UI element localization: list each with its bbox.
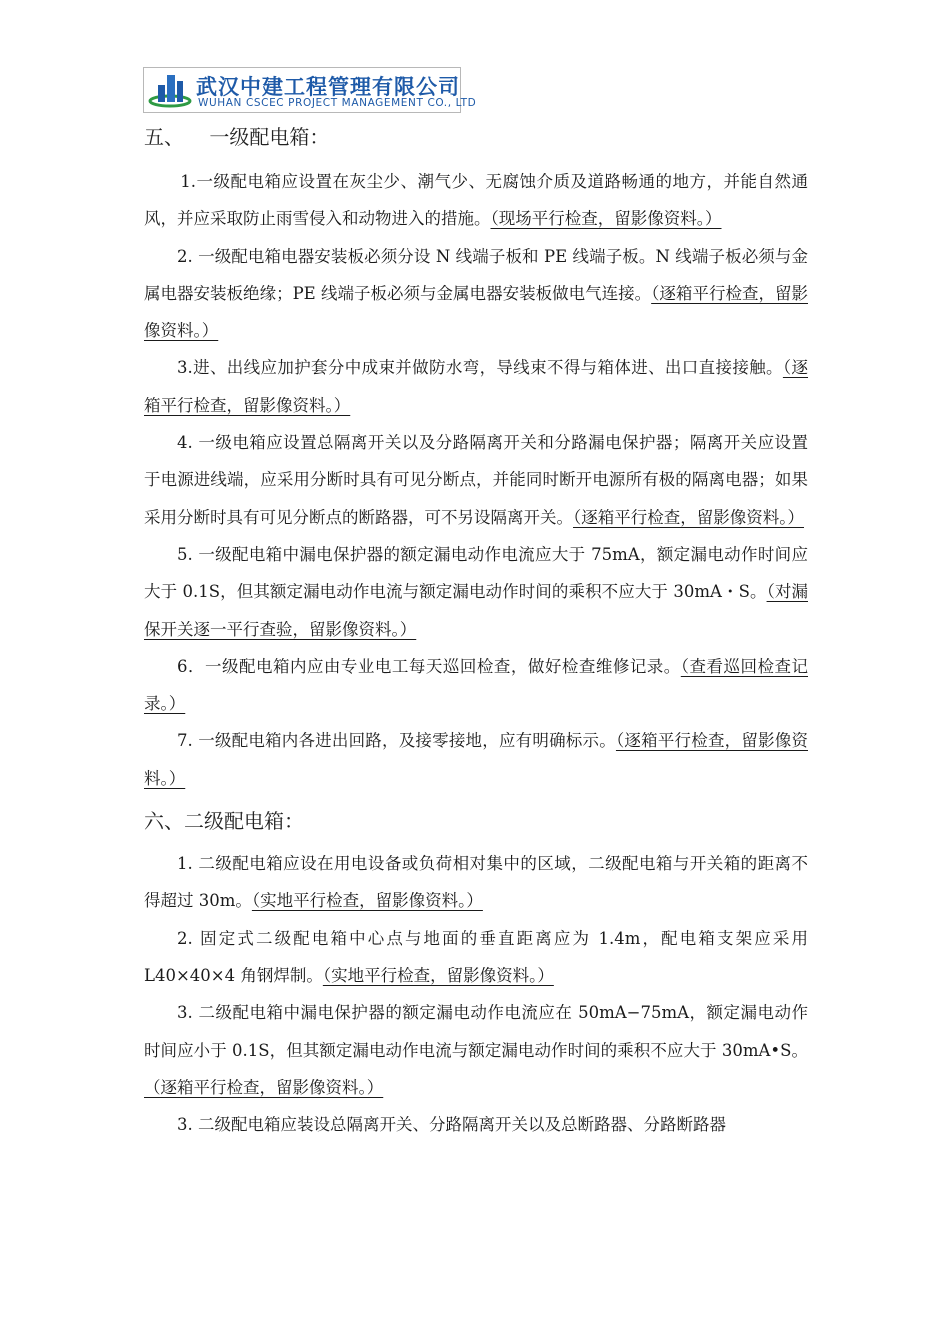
- section-heading-level1-box: 五、 一级配电箱：: [144, 125, 330, 149]
- clause-5-1: [144, 163, 808, 238]
- clause-5-5: [144, 536, 808, 648]
- clause-5-7: [144, 722, 808, 797]
- clause-5-2: [144, 238, 808, 350]
- clause-check-note: （现场平行检查，留影像资料。）: [490, 209, 722, 229]
- clause-check-note: （逐箱平行检查，留影像资料。）: [573, 507, 804, 527]
- clause-text: 1.一级配电箱应设置在灰尘少、潮气少、无腐蚀介质及道路畅通的地方，并能自然通风，并应采取防止雨雪侵入和动物进入的措施。: [144, 172, 808, 229]
- company-name-cn: 武汉中建工程管理有限公司: [196, 75, 460, 99]
- clause-check-note: （实地平行检查，留影像资料。）: [251, 891, 483, 911]
- document-body: [144, 117, 808, 1143]
- company-logo-icon: [148, 71, 192, 109]
- clause-text: 5. 一级配电箱中漏电保护器的额定漏电动作电流应大于 75mA，额定漏电动作时间应大于 0.1S，但其额定漏电动作电流与额定漏电动作时间的乘积不应大于 30mA・S。: [144, 544, 808, 602]
- clause-5-6: [144, 648, 808, 723]
- clause-check-note: （查看巡回检查记录。）: [144, 656, 808, 714]
- company-logo-header: [143, 67, 477, 113]
- clause-text: 3.进、出线应加护套分中成束并做防水弯，导线束不得与箱体进、出口直接接触。: [177, 358, 783, 378]
- clause-text: 7. 一级配电箱内各进出回路，及接零接地，应有明确标示。: [177, 731, 616, 751]
- clause-6-2: [144, 920, 808, 995]
- clause-text: 2. 固定式二级配电箱中心点与地面的垂直距离应为 1.4m，配电箱支架应采用 L40×40×4 角钢焊制。: [144, 928, 808, 985]
- clause-text: 1. 二级配电箱应设在用电设备或负荷相对集中的区域，二级配电箱与开关箱的距离不得超过 30m。: [144, 854, 808, 911]
- clause-check-note: （对漏保开关逐一平行查验，留影像资料。）: [144, 582, 808, 639]
- clause-text: 2. 一级配电箱电器安装板必须分设 N 线端子板和 PE 线端子板。N 线端子板必须与金属电器安装板绝缘；PE 线端子板必须与金属电器安装板做电气连接。: [144, 246, 808, 303]
- clause-check-note: （逐箱平行检查，留影像资料。）: [144, 358, 809, 415]
- clause-check-note: （实地平行检查，留影像资料。）: [322, 965, 554, 985]
- clause-6-1: [144, 845, 808, 920]
- clause-5-4: [144, 424, 808, 536]
- clause-text: 3. 二级配电箱应装设总隔离开关、分路隔离开关以及总断路器、分路断路器: [177, 1115, 726, 1135]
- clause-6-3: [144, 994, 808, 1106]
- clause-check-note: （逐箱平行检查，留影像资料。）: [144, 283, 808, 341]
- clause-6-4: [144, 1106, 808, 1143]
- clause-5-3: [144, 349, 808, 424]
- clause-check-note: （逐箱平行检查，留影像资料。）: [144, 731, 808, 788]
- clause-text: 4. 一级电箱应设置总隔离开关以及分路隔离开关和分路漏电保护器；隔离开关应设置于电源进线端，应采用分断时具有可见分断点，并能同时断开电源所有极的隔离电器；如果采用分断时具有可见分断点的断路器，可不另设隔离开关。: [144, 433, 808, 527]
- company-name-en: WUHAN CSCEC PROJECT MANAGEMENT CO., LTD: [198, 97, 477, 109]
- section-heading-level2-box: 六、二级配电箱：: [144, 809, 304, 834]
- clause-text: 3. 二级配电箱中漏电保护器的额定漏电动作电流应在 50mA−75mA，额定漏电动作时间应小于 0.1S，但其额定漏电动作电流与额定漏电动作时间的乘积不应大于 30mA•S。: [144, 1003, 808, 1060]
- clause-text: 6．一级配电箱内应由专业电工每天巡回检查，做好检查维修记录。: [177, 656, 681, 676]
- clause-check-note: （逐箱平行检查，留影像资料。）: [144, 1077, 384, 1097]
